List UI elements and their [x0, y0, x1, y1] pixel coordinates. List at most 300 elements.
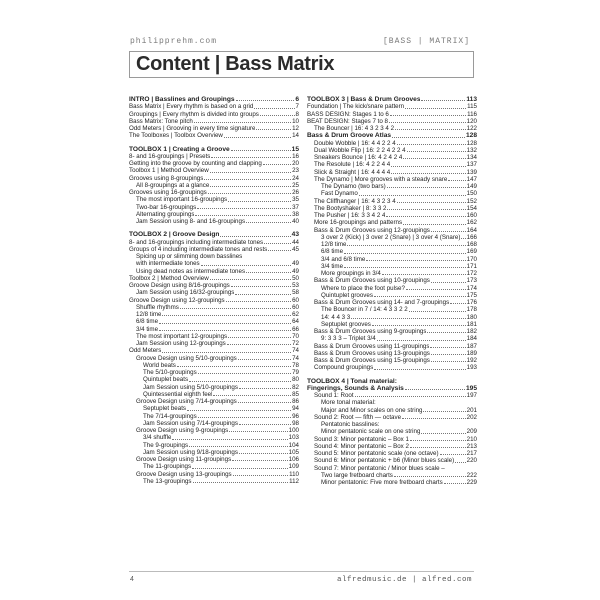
toc-entry: [307, 335, 477, 342]
toc-page-number: 175: [466, 291, 477, 299]
toc-entry-title: Sound 6: Minor pentatonic + b6 (Minor blues scale): [314, 457, 455, 465]
toc-page-number: 160: [466, 212, 477, 219]
toc-entry: [307, 103, 477, 110]
toc-leader-dots: [159, 323, 291, 324]
toc-entry-title: The 13-groupings: [143, 477, 192, 485]
toc-entry: [129, 289, 299, 296]
toc-entry-title: Septuplet grooves: [321, 320, 371, 328]
toc-page-number: 147: [466, 175, 477, 183]
toc-entry: [129, 282, 299, 289]
toc-entry: [307, 350, 477, 357]
toc-leader-dots: [268, 250, 291, 251]
toc-page-number: 116: [467, 110, 477, 118]
toc-page-number: 201: [466, 406, 477, 414]
toc-page-number: 6: [295, 96, 299, 103]
toc-leader-dots: [403, 158, 465, 159]
toc-leader-dots: [228, 201, 291, 202]
toc-entry-title: Fingerings, Sounds & Analysis: [307, 384, 404, 392]
toc-entry-title: Jam Session using 12-groupings: [136, 340, 226, 347]
toc-entry-title: Toolbox 1 | Method Overview: [129, 167, 209, 175]
toc-entry-title: The Bouncer in 7 / 14: 4 3 3 2 2: [321, 306, 408, 314]
header-url: philipprehm.com: [130, 37, 218, 46]
toc-entry: [307, 314, 477, 321]
toc-entry-title: Bass & Drum Grooves using 14- and 7-groupings: [314, 299, 450, 306]
toc-entry: [129, 182, 299, 189]
toc-page-number: 197: [466, 392, 477, 399]
toc-entry-title: Two large fretboard charts: [321, 471, 393, 479]
toc-leader-dots: [444, 483, 466, 484]
toc-entry-title: More 16-groupings and patterns: [314, 219, 403, 227]
toc-page-number: 176: [466, 299, 477, 306]
toc-page-number: 115: [467, 103, 477, 111]
toc-leader-dots: [423, 411, 465, 412]
toc-leader-dots: [195, 215, 291, 216]
toc-entry-title: Minor pentatonic: Five more fretboard charts: [321, 479, 443, 486]
toc-entry: [307, 321, 477, 328]
toc-entry: [307, 205, 477, 212]
toc-leader-dots: [159, 330, 291, 331]
toc-page-number: 173: [466, 277, 477, 285]
toc-leader-dots: [204, 179, 291, 180]
toc-entry: [129, 398, 299, 405]
toc-page-number: 113: [466, 96, 477, 103]
toc-leader-dots: [233, 475, 289, 476]
toc-entry-title: Sound 3: Minor pentatonic – Box 1: [314, 435, 409, 443]
toc-entry: [129, 478, 299, 485]
toc-entry-title: The Pusher | 16: 3 3 4 2 4: [314, 212, 386, 219]
toc-entry-title: Sound 2: Root — fifth — octave: [314, 413, 402, 421]
toc-leader-dots: [391, 173, 465, 174]
toc-leader-dots: [382, 274, 466, 275]
toc-leader-dots: [450, 303, 466, 304]
toc-entry: [129, 384, 299, 391]
toc-entry-title: 12/8 time: [321, 241, 347, 248]
toc-leader-dots: [372, 325, 466, 326]
toc-page-number: 139: [466, 168, 477, 176]
toc-entry: [307, 147, 477, 154]
toc-leader-dots: [213, 395, 291, 396]
toc-entry: [307, 472, 477, 479]
toc-page-number: 45: [292, 245, 299, 253]
toc-page-number: 178: [466, 306, 477, 314]
toc-entry: [307, 414, 477, 421]
toc-entry: [307, 328, 477, 335]
toc-leader-dots: [403, 224, 466, 225]
toc-page-number: 164: [466, 226, 477, 234]
toc-entry: [129, 268, 299, 275]
toc-leader-dots: [197, 208, 291, 209]
toc-page-number: 170: [466, 255, 477, 263]
toc-page-number: 80: [292, 376, 299, 384]
toc-entry: [129, 218, 299, 225]
toc-entry: [307, 421, 477, 428]
toc-page-number: 49: [292, 260, 299, 268]
toc-entry: [307, 227, 477, 234]
toc-page-number: 44: [292, 238, 299, 246]
toc-leader-dots: [177, 366, 291, 367]
toc-entry-title: The Bouncer | 16: 4 3 2 3 4 2: [314, 125, 395, 132]
toc-entry-title: Major and Minor scales on one string: [321, 406, 423, 414]
toc-page-number: 169: [466, 248, 477, 256]
title-box: [129, 51, 474, 78]
toc-entry-title: with intermediate tones: [136, 260, 200, 268]
toc-entry-title: Groupings | Every rhythm is divided into groups: [129, 110, 259, 118]
toc-entry: [129, 304, 299, 311]
toc-leader-dots: [224, 137, 291, 138]
toc-leader-dots: [231, 150, 291, 151]
toc-entry-title: Groove Design using 12-groupings: [129, 296, 225, 304]
toc-leader-dots: [391, 166, 465, 167]
toc-leader-dots: [236, 100, 295, 101]
toc-entry-title: TOOLBOX 3 | Bass & Drum Grooves: [307, 96, 421, 103]
toc-leader-dots: [239, 388, 291, 389]
toc-page-number: 149: [466, 183, 477, 190]
toc-leader-dots: [386, 216, 465, 217]
toc-page-number: 10: [292, 117, 299, 125]
toc-page-number: 24: [292, 174, 299, 182]
toc-entry-title: Bass Matrix: Tone pitch: [129, 117, 193, 125]
toc-leader-dots: [461, 238, 465, 239]
toc-entry-title: Fast Dynamo: [321, 190, 358, 198]
toc-leader-dots: [210, 172, 291, 173]
toc-entry-title: The most important 16-groupings: [136, 196, 228, 204]
toc-page-number: 53: [292, 282, 299, 289]
toc-page-number: 15: [291, 145, 299, 153]
toc-entry: [307, 219, 477, 226]
toc-page-number: 96: [292, 412, 299, 420]
toc-entry: [129, 153, 299, 160]
toc-entry: [307, 263, 477, 270]
toc-page-number: 128: [465, 132, 477, 140]
toc-entry-title: Groove Design using 11-groupings: [136, 456, 232, 463]
toc-entry: [129, 355, 299, 362]
toc-page-number: 120: [466, 117, 477, 125]
toc-leader-dots: [263, 164, 291, 165]
toc-page-number: 182: [466, 328, 477, 335]
toc-page-number: 35: [292, 196, 299, 204]
toc-leader-dots: [397, 144, 466, 145]
toc-entry-title: Shuffle rhythms: [136, 303, 179, 311]
toc-entry: [307, 299, 477, 306]
toc-entry: [129, 434, 299, 441]
toc-entry: [307, 306, 477, 313]
toc-entry: [307, 154, 477, 161]
toc-entry: [129, 413, 299, 420]
toc-entry-title: Groove Design using 8/16-groupings: [129, 282, 230, 289]
toc-leader-dots: [229, 431, 287, 432]
toc-leader-dots: [410, 447, 466, 448]
toc-entry: [129, 211, 299, 218]
page-number: 4: [130, 576, 134, 583]
toc-entry-title: Using dead notes as intermediate tones: [136, 267, 246, 275]
toc-leader-dots: [455, 462, 466, 463]
toc-leader-dots: [387, 209, 465, 210]
toc-page-number: 104: [288, 441, 299, 449]
toc-entry-title: Bass & Drum Grooves using 12-groupings: [314, 226, 430, 234]
toc-page-number: 202: [466, 413, 477, 421]
toc-entry-title: Quintessential eighth feel: [143, 390, 213, 398]
toc-page-number: 72: [292, 340, 299, 347]
toc-leader-dots: [387, 187, 466, 188]
toc-leader-dots: [405, 389, 465, 390]
toc-entry-title: Bass & Drum Grooves using 11-groupings: [314, 342, 430, 350]
toc-page-number: 210: [466, 435, 477, 443]
toc-entry-title: 3/4 time: [321, 262, 344, 270]
toc-entry: [129, 326, 299, 333]
toc-entry: [307, 270, 477, 277]
page-title: Content | Bass Matrix: [136, 53, 335, 75]
toc-entry: [307, 161, 477, 168]
toc-entry-title: Minor pentatonic scale on one string: [321, 428, 421, 436]
toc-entry: [129, 376, 299, 383]
toc-leader-dots: [226, 301, 291, 302]
toc-entry-title: Toolbox 2 | Method Overview: [129, 274, 209, 282]
toc-entry-title: Jam Session using 7/14-groupings: [143, 419, 238, 427]
toc-page-number: 26: [292, 189, 299, 196]
toc-entry: [129, 231, 299, 238]
toc-entry-title: Groups of 4 including intermediate tones and rests: [129, 245, 268, 253]
toc-entry-title: Double Wobble | 16: 4 4 2 2 4: [314, 139, 396, 147]
toc-entry-title: Groove Design using 9-groupings: [136, 427, 229, 434]
toc-entry: [307, 190, 477, 197]
toc-leader-dots: [227, 344, 291, 345]
toc-page-number: 209: [466, 428, 477, 436]
toc-leader-dots: [211, 157, 291, 158]
toc-entry: [129, 471, 299, 478]
toc-entry-title: Compound groupings: [314, 364, 374, 372]
toc-entry: [307, 364, 477, 371]
toc-page-number: 150: [466, 190, 477, 198]
toc-leader-dots: [407, 151, 466, 152]
toc-entry-title: Sneakers Bounce | 16: 4 2 4 2 4: [314, 154, 403, 161]
toc-page-number: 220: [466, 457, 477, 465]
toc-page-number: 98: [292, 419, 299, 427]
toc-leader-dots: [189, 381, 291, 382]
toc-leader-dots: [431, 231, 466, 232]
toc-leader-dots: [254, 108, 294, 109]
toc-page-number: 38: [292, 210, 299, 218]
toc-entry: [129, 125, 299, 132]
toc-entry: [129, 420, 299, 427]
toc-entry: [129, 442, 299, 449]
toc-entry: [307, 399, 477, 406]
toc-leader-dots: [344, 253, 466, 254]
toc-entry-title: Groove Design using 13-groupings: [136, 470, 232, 478]
toc-leader-dots: [351, 318, 465, 319]
toc-entry: [129, 275, 299, 282]
toc-page-number: 60: [292, 296, 299, 304]
toc-entry-title: Bass & Drum Grooves using 10-groupings: [314, 277, 430, 285]
toc-page-number: 154: [466, 204, 477, 212]
toc-entry-title: Jam Session using 9/18-groupings: [143, 448, 238, 456]
toc-page-number: 134: [466, 154, 477, 161]
toc-leader-dots: [397, 202, 466, 203]
toc-leader-dots: [448, 180, 465, 181]
toc-leader-dots: [260, 115, 295, 116]
toc-entry-title: 14: 4 4 3 3: [321, 313, 351, 321]
toc-leader-dots: [162, 315, 291, 316]
toc-page-number: 105: [288, 448, 299, 456]
toc-leader-dots: [410, 440, 466, 441]
toc-entry: [307, 111, 477, 118]
toc-leader-dots: [374, 296, 466, 297]
toc-entry-title: Jam Session using 5/10-groupings: [143, 383, 238, 391]
toc-entry-title: The 7/14-groupings: [143, 412, 197, 420]
toc-leader-dots: [431, 282, 466, 283]
toc-entry-title: The 11-groupings: [143, 463, 192, 471]
toc-entry-title: Spicing up or slimming down basslines: [136, 253, 243, 260]
toc-leader-dots: [231, 286, 291, 287]
toc-leader-dots: [232, 460, 288, 461]
toc-entry-title: TOOLBOX 1 | Creating a Groove: [129, 145, 230, 153]
toc-entry: [307, 125, 477, 132]
toc-entry: [307, 277, 477, 284]
toc-entry: [129, 111, 299, 118]
toc-leader-dots: [192, 468, 288, 469]
toc-entry-title: Slick & Straight | 16: 4 4 4 4: [314, 168, 391, 176]
toc-page-number: 122: [466, 125, 477, 132]
toc-entry: [129, 132, 299, 139]
toc-entry-title: Bass & Drum Groove Atlas: [307, 132, 392, 140]
toc-entry: [307, 176, 477, 183]
toc-entry-title: World beats: [143, 361, 176, 369]
toc-leader-dots: [238, 359, 291, 360]
toc-leader-dots: [394, 476, 466, 477]
toc-page-number: 85: [292, 390, 299, 398]
toc-page-number: 112: [289, 477, 299, 485]
toc-page-number: 74: [292, 347, 299, 355]
toc-entry: [307, 292, 477, 299]
toc-entry: [129, 391, 299, 398]
toc-leader-dots: [427, 332, 465, 333]
toc-leader-dots: [377, 340, 466, 341]
toc-entry-title: The Toolboxes | Toolbox Overview: [129, 132, 223, 140]
toc-page-number: 106: [288, 456, 299, 463]
toc-entry: [129, 260, 299, 267]
toc-right-column: [307, 96, 477, 486]
toc-page-number: 58: [292, 289, 299, 297]
toc-page-number: 172: [466, 270, 477, 277]
toc-leader-dots: [406, 289, 466, 290]
toc-leader-dots: [238, 402, 291, 403]
toc-entry: [129, 347, 299, 354]
toc-entry: [307, 96, 477, 103]
toc-entry: [307, 212, 477, 219]
toc-entry: [307, 241, 477, 248]
toc-entry-title: Dual Wobble Flip | 16: 2 2 4 2 2 4: [314, 146, 406, 154]
toc-entry-title: Odd Meters | Grooving in every time signature: [129, 125, 256, 132]
toc-leader-dots: [239, 453, 288, 454]
toc-page-number: 25: [292, 181, 299, 189]
toc-left-column: [129, 96, 299, 485]
toc-page-number: 162: [466, 219, 477, 227]
toc-leader-dots: [421, 433, 465, 434]
toc-entry: [307, 465, 477, 472]
toc-leader-dots: [256, 129, 291, 130]
toc-page-number: 213: [466, 442, 477, 450]
toc-entry: [307, 248, 477, 255]
toc-leader-dots: [246, 272, 291, 273]
toc-entry: [129, 246, 299, 253]
toc-entry: [129, 196, 299, 203]
toc-entry-title: TOOLBOX 4 | Tonal material:: [307, 377, 397, 385]
toc-page-number: 16: [292, 152, 299, 160]
toc-entry-title: Quintuplet grooves: [321, 291, 373, 299]
toc-page-number: 8: [295, 110, 299, 118]
toc-entry: [129, 96, 299, 103]
toc-entry-title: The Dynamo | More grooves with a steady snare: [314, 175, 448, 183]
toc-entry-title: Grooves using 16-groupings: [129, 189, 207, 196]
toc-entry-title: Jam Session using 8- and 16-groupings: [136, 218, 246, 225]
toc-page-number: 62: [292, 311, 299, 318]
toc-leader-dots: [430, 347, 465, 348]
toc-page-number: 40: [292, 218, 299, 225]
toc-entry: [129, 362, 299, 369]
toc-entry-title: 3/4 shuffle: [143, 434, 172, 442]
toc-page-number: 12: [292, 125, 299, 132]
toc-entry: [129, 253, 299, 260]
toc-page-number: 103: [288, 434, 299, 442]
toc-entry-title: Sound 7: Minor pentatonic / Minor blues scale –: [314, 464, 445, 472]
toc-entry-title: Sound 1: Root: [314, 392, 354, 399]
toc-leader-dots: [180, 308, 291, 309]
toc-entry-title: Grooves using 8-groupings: [129, 174, 204, 182]
toc-entry: [129, 369, 299, 376]
toc-entry-title: Alternating groupings: [136, 210, 195, 218]
toc-page-number: 222: [466, 471, 477, 479]
toc-leader-dots: [344, 267, 466, 268]
toc-leader-dots: [189, 446, 288, 447]
toc-page-number: 168: [466, 241, 477, 248]
toc-page-number: 195: [465, 384, 477, 392]
toc-page-number: 166: [466, 233, 477, 241]
toc-page-number: 192: [466, 357, 477, 364]
toc-entry: [307, 385, 477, 392]
toc-entry-title: Bass & Drum Grooves using 15-groupings: [314, 357, 430, 364]
toc-entry-title: The most important 12-groupings: [136, 332, 228, 340]
toc-entry-title: BASS DESIGN: Stages 1 to 6: [307, 110, 389, 118]
toc-page-number: 64: [292, 318, 299, 326]
toc-entry: [307, 436, 477, 443]
toc-leader-dots: [264, 243, 291, 244]
toc-entry-title: Groove Design using 5/10-groupings: [136, 354, 237, 362]
toc-leader-dots: [347, 245, 465, 246]
toc-entry-title: More groupings in 3/4: [321, 270, 381, 277]
toc-entry: [307, 140, 477, 147]
toc-page-number: 187: [466, 342, 477, 350]
toc-leader-dots: [402, 418, 466, 419]
toc-entry: [307, 407, 477, 414]
toc-leader-dots: [246, 222, 291, 223]
header-section-label: [BASS | MATRIX]: [382, 37, 470, 46]
toc-entry-title: All 8-groupings at a glance: [136, 181, 210, 189]
toc-entry-title: The 9-groupings: [143, 441, 189, 449]
toc-entry: [129, 340, 299, 347]
toc-entry-title: 3/4 time: [136, 325, 159, 333]
toc-page-number: 152: [466, 197, 477, 205]
toc-entry: [129, 405, 299, 412]
toc-leader-dots: [389, 122, 466, 123]
toc-entry-title: 6/8 time: [321, 248, 344, 256]
toc-leader-dots: [409, 311, 466, 312]
toc-page-number: 7: [295, 103, 299, 111]
toc-entry: [129, 118, 299, 125]
toc-leader-dots: [431, 354, 466, 355]
toc-page-number: 174: [466, 284, 477, 292]
toc-entry-title: Bass Matrix | Every rhythm is based on a grid: [129, 103, 254, 111]
toc-entry-title: Where to place the foot pulse?: [321, 284, 405, 292]
toc-leader-dots: [239, 424, 291, 425]
